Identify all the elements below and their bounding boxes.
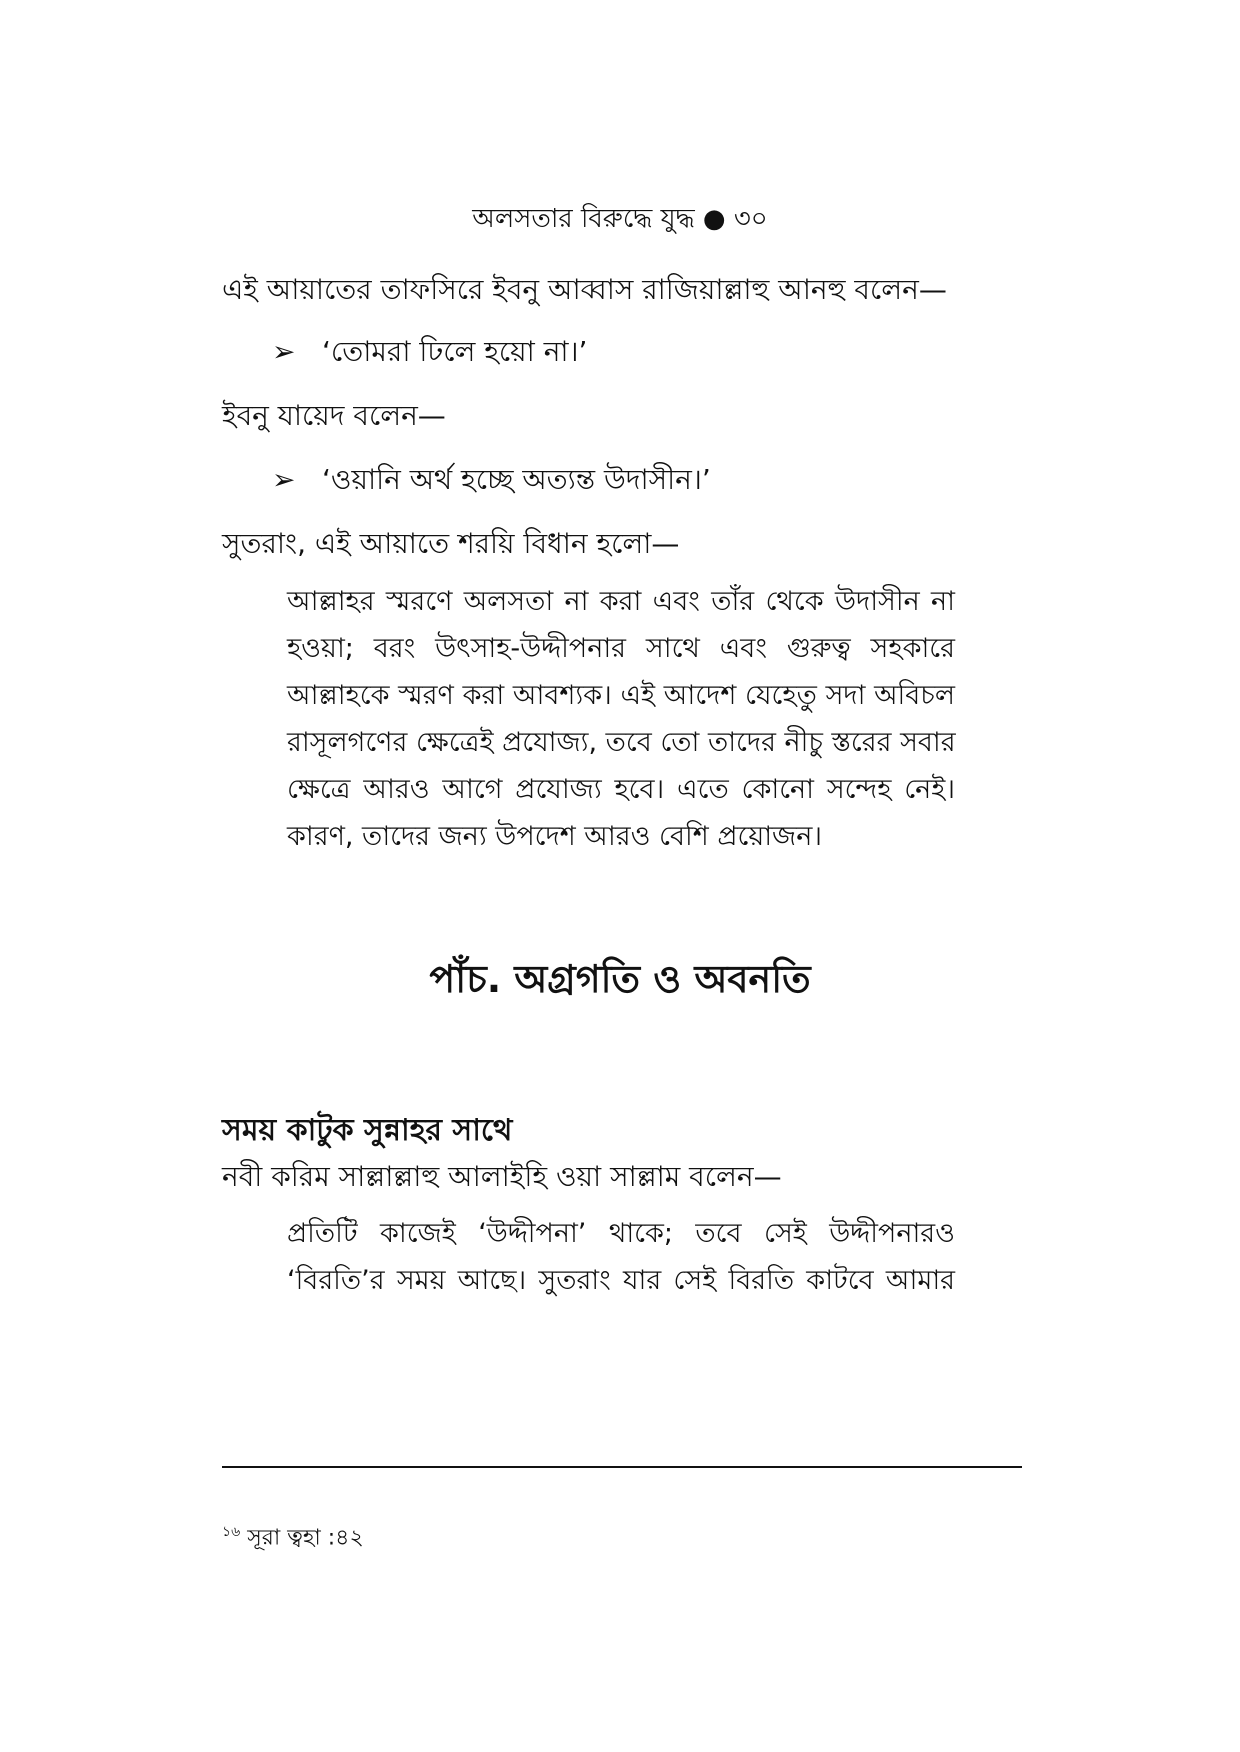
block-line: প্রতিটি কাজেই ‘উদ্দীপনা’ থাকে; তবে সেই উদ্দীপনারও [287,1218,955,1249]
bullet-text-2: ‘ওয়ানি অর্থ হচ্ছে অত্যন্ত উদাসীন।’ [322,463,711,496]
intro-paragraph-1: এই আয়াতের তাফসিরে ইবনু আব্বাস রাজিয়াল্লাহু আনহু বলেন— [222,273,947,306]
block-line: ক্ষেত্রে আরও আগে প্রযোজ্য হবে। এতে কোনো সন্দেহ নেই। [287,774,955,805]
bullet-text-1: ‘তোমরা ঢিলে হয়ো না।’ [322,335,588,368]
intro-paragraph-4: নবী করিম সাল্লাল্লাহু আলাইহি ওয়া সাল্লাম বলেন— [222,1160,782,1193]
bullet-arrow-icon: ➢ [272,463,296,496]
bullet-item-1 [272,330,587,377]
block-line: রাসূলগণের ক্ষেত্রেই প্রযোজ্য, তবে তো তাদের নীচু স্তরের সবার [287,727,956,758]
section-heading: পাঁচ. অগ্রগতি ও অবনতি [429,957,811,1001]
subheading: সময় কাটুক সুন্নাহর সাথে [222,1113,513,1148]
block-line: কারণ, তাদের জন্য উপদেশ আরও বেশি প্রয়োজন। [287,821,822,852]
footnote-divider [222,1466,1022,1468]
indented-block-1 [287,578,955,860]
block-line: হওয়া; বরং উৎসাহ-উদ্দীপনার সাথে এবং গুরুত্ব সহকারে [287,633,955,664]
indented-block-2 [287,1210,955,1304]
intro-paragraph-3: সুতরাং, এই আয়াতে শরয়ি বিধান হলো— [222,527,680,560]
bullet-item-2 [272,458,711,505]
footnote [222,1520,364,1557]
footnote-number: ১৬ [222,1524,241,1540]
block-line: আল্লাহর স্মরণে অলসতা না করা এবং তাঁর থেকে উদাসীন না [287,586,955,617]
block-line: ‘বিরতি’র সময় আছে। সুতরাং যার সেই বিরতি কাটবে আমার [287,1265,955,1296]
footnote-text: সূরা ত্বহা :৪২ [247,1525,364,1551]
bullet-arrow-icon: ➢ [272,335,296,368]
running-head: অলসতার বিরুদ্ধে যুদ্ধ ● ৩০ [472,204,768,234]
block-line: আল্লাহকে স্মরণ করা আবশ্যক। এই আদেশ যেহেতু সদা অবিচল [287,680,955,711]
intro-paragraph-2: ইবনু যায়েদ বলেন— [222,399,446,432]
